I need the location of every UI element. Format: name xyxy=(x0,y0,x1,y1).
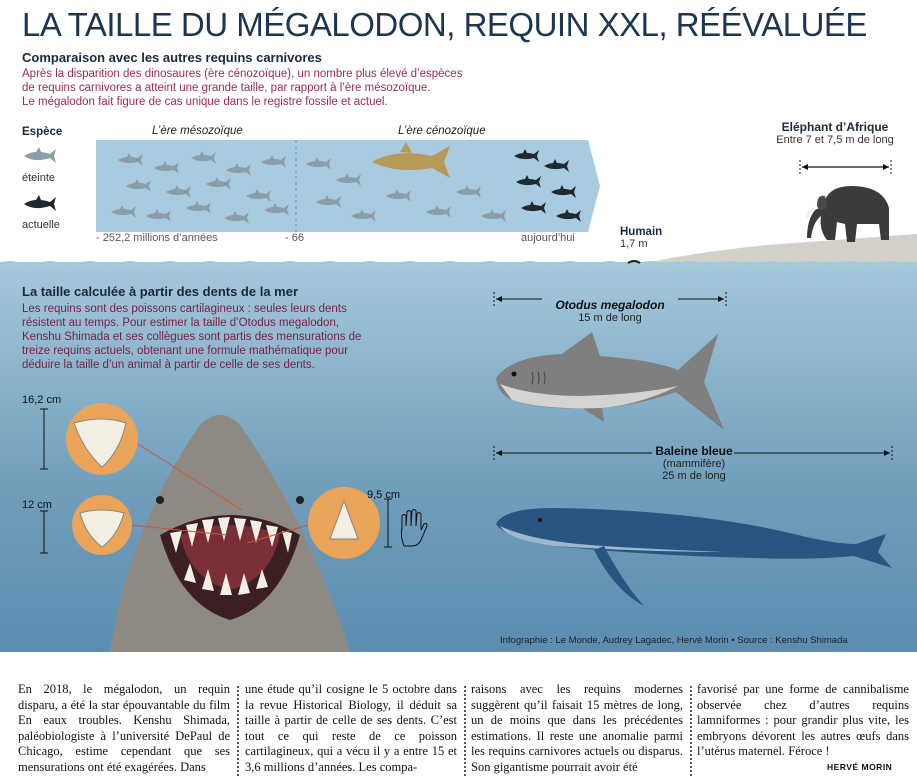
article-column-2: une étude qu’il cosigne le 5 octobre dans la revue Historical Biology, il déduit sa taille à partir de celle de ses dents. C’est tout ce qui reste de ce poisson cartilagineux, qui a vécu il y a entre 15 et 3,6 millions d’années. Les compa- xyxy=(245,682,457,774)
extinct-shark-icon xyxy=(22,146,64,166)
column-separator xyxy=(690,686,692,776)
whale-name: Baleine bleue xyxy=(655,444,733,458)
whale-illustration xyxy=(494,494,896,614)
legend-extinct-label: éteinte xyxy=(22,172,56,184)
whale-note: (mammifère) xyxy=(662,458,726,470)
era-mesozoic-label: L’ère mésozoïque xyxy=(152,125,243,137)
column-separator xyxy=(464,686,466,776)
column-separator xyxy=(237,686,239,776)
intro-line: déduire la taille d’un animal à partir de celle de ses dents. xyxy=(22,359,315,371)
headline: LA TAILLE DU MÉGALODON, REQUIN XXL, RÉÉVALUÉE xyxy=(22,6,867,43)
article-column-4: favorisé par une forme de cannibalisme observée chez d’autres requins lamniformes : pour grandir plus vite, les embryons dévorent les autres œufs dans l’utérus maternel. Féroce ! xyxy=(697,682,909,758)
whale-size: 25 m de long xyxy=(662,470,726,482)
megalodon-size-arrow xyxy=(492,292,728,306)
sea-surface xyxy=(0,255,917,269)
timeline-band xyxy=(96,140,606,232)
tick-end: aujourd’hui xyxy=(521,232,575,244)
tooth-small-size: 9,5 cm xyxy=(367,489,401,501)
comparison-title: Comparaison avec les autres requins carnivores xyxy=(22,50,322,65)
hand-icon xyxy=(396,508,430,548)
elephant-icon xyxy=(805,178,895,250)
era-cenozoic-label: L’ère cénozoïque xyxy=(398,125,486,137)
elephant-size: Entre 7 et 7,5 m de long xyxy=(776,134,894,146)
intro-line: résistent au temps. Pour estimer la taille d’Otodus megalodon, xyxy=(22,317,340,329)
tick-mid: - 66 xyxy=(285,232,304,244)
current-shark-icon xyxy=(22,194,64,214)
article-column-3: raisons avec les requins modernes suggèrent qu’il faisait 15 mètres de long, un de moins que dans les précédentes estimations. Il reste une anomalie parmi les requins carnivores actuels ou disparus. Son gigantisme pourrait avoir été xyxy=(471,682,683,774)
intro-line: Après la disparition des dinosaures (ère cénozoïque), un nombre plus élevé d’espèces xyxy=(22,68,463,80)
legend-title: Espèce xyxy=(22,126,63,138)
intro-line: Kenshu Shimada et ses collègues sont partis des mensurations de xyxy=(22,331,362,343)
intro-line: de requins carnivores a atteint une grande taille, par rapport à l’ère mésozoïque. xyxy=(22,82,431,94)
intro-line: Les requins sont des poissons cartilagineux : seules leurs dents xyxy=(22,303,347,315)
article-column-1: En 2018, le mégalodon, un requin disparu, a été la star épouvantable du film En eaux troubles. Kenshu Shimada, paléobiologiste à l’université DePaul de Chicago, estime cependant que ses mensurations ont été exagérées. Dans xyxy=(18,682,230,774)
comparison-intro xyxy=(22,67,462,109)
intro-line: treize requins actuels, obtenant une formule mathématique pour xyxy=(22,345,349,357)
tooth-callouts xyxy=(22,395,422,570)
tick-start: - 252,2 millions d’années xyxy=(96,232,218,244)
legend-current-label: actuelle xyxy=(22,219,60,231)
intro-line: Le mégalodon fait figure de cas unique dans le registre fossile et actuel. xyxy=(22,96,388,108)
human-name: Humain xyxy=(620,226,663,238)
megalodon-size: 15 m de long xyxy=(578,312,642,324)
article-signature: HERVÉ MORIN xyxy=(827,762,893,772)
tooth-large-size: 16,2 cm xyxy=(22,394,62,406)
tooth-medium-size: 12 cm xyxy=(22,499,52,511)
megalodon-side-illustration xyxy=(492,326,732,436)
teeth-section-intro xyxy=(22,302,361,372)
teeth-section-title: La taille calculée à partir des dents de la mer xyxy=(22,284,299,299)
human-size: 1,7 m xyxy=(620,238,648,250)
elephant-name: Eléphant d’Afrique xyxy=(781,120,889,134)
credit-line: Infographie : Le Monde, Audrey Lagadec, Hervé Morin • Source : Kenshu Shimada xyxy=(500,635,848,646)
whale-size-arrow xyxy=(492,446,894,460)
megalodon-name: Otodus megalodon xyxy=(555,298,665,312)
